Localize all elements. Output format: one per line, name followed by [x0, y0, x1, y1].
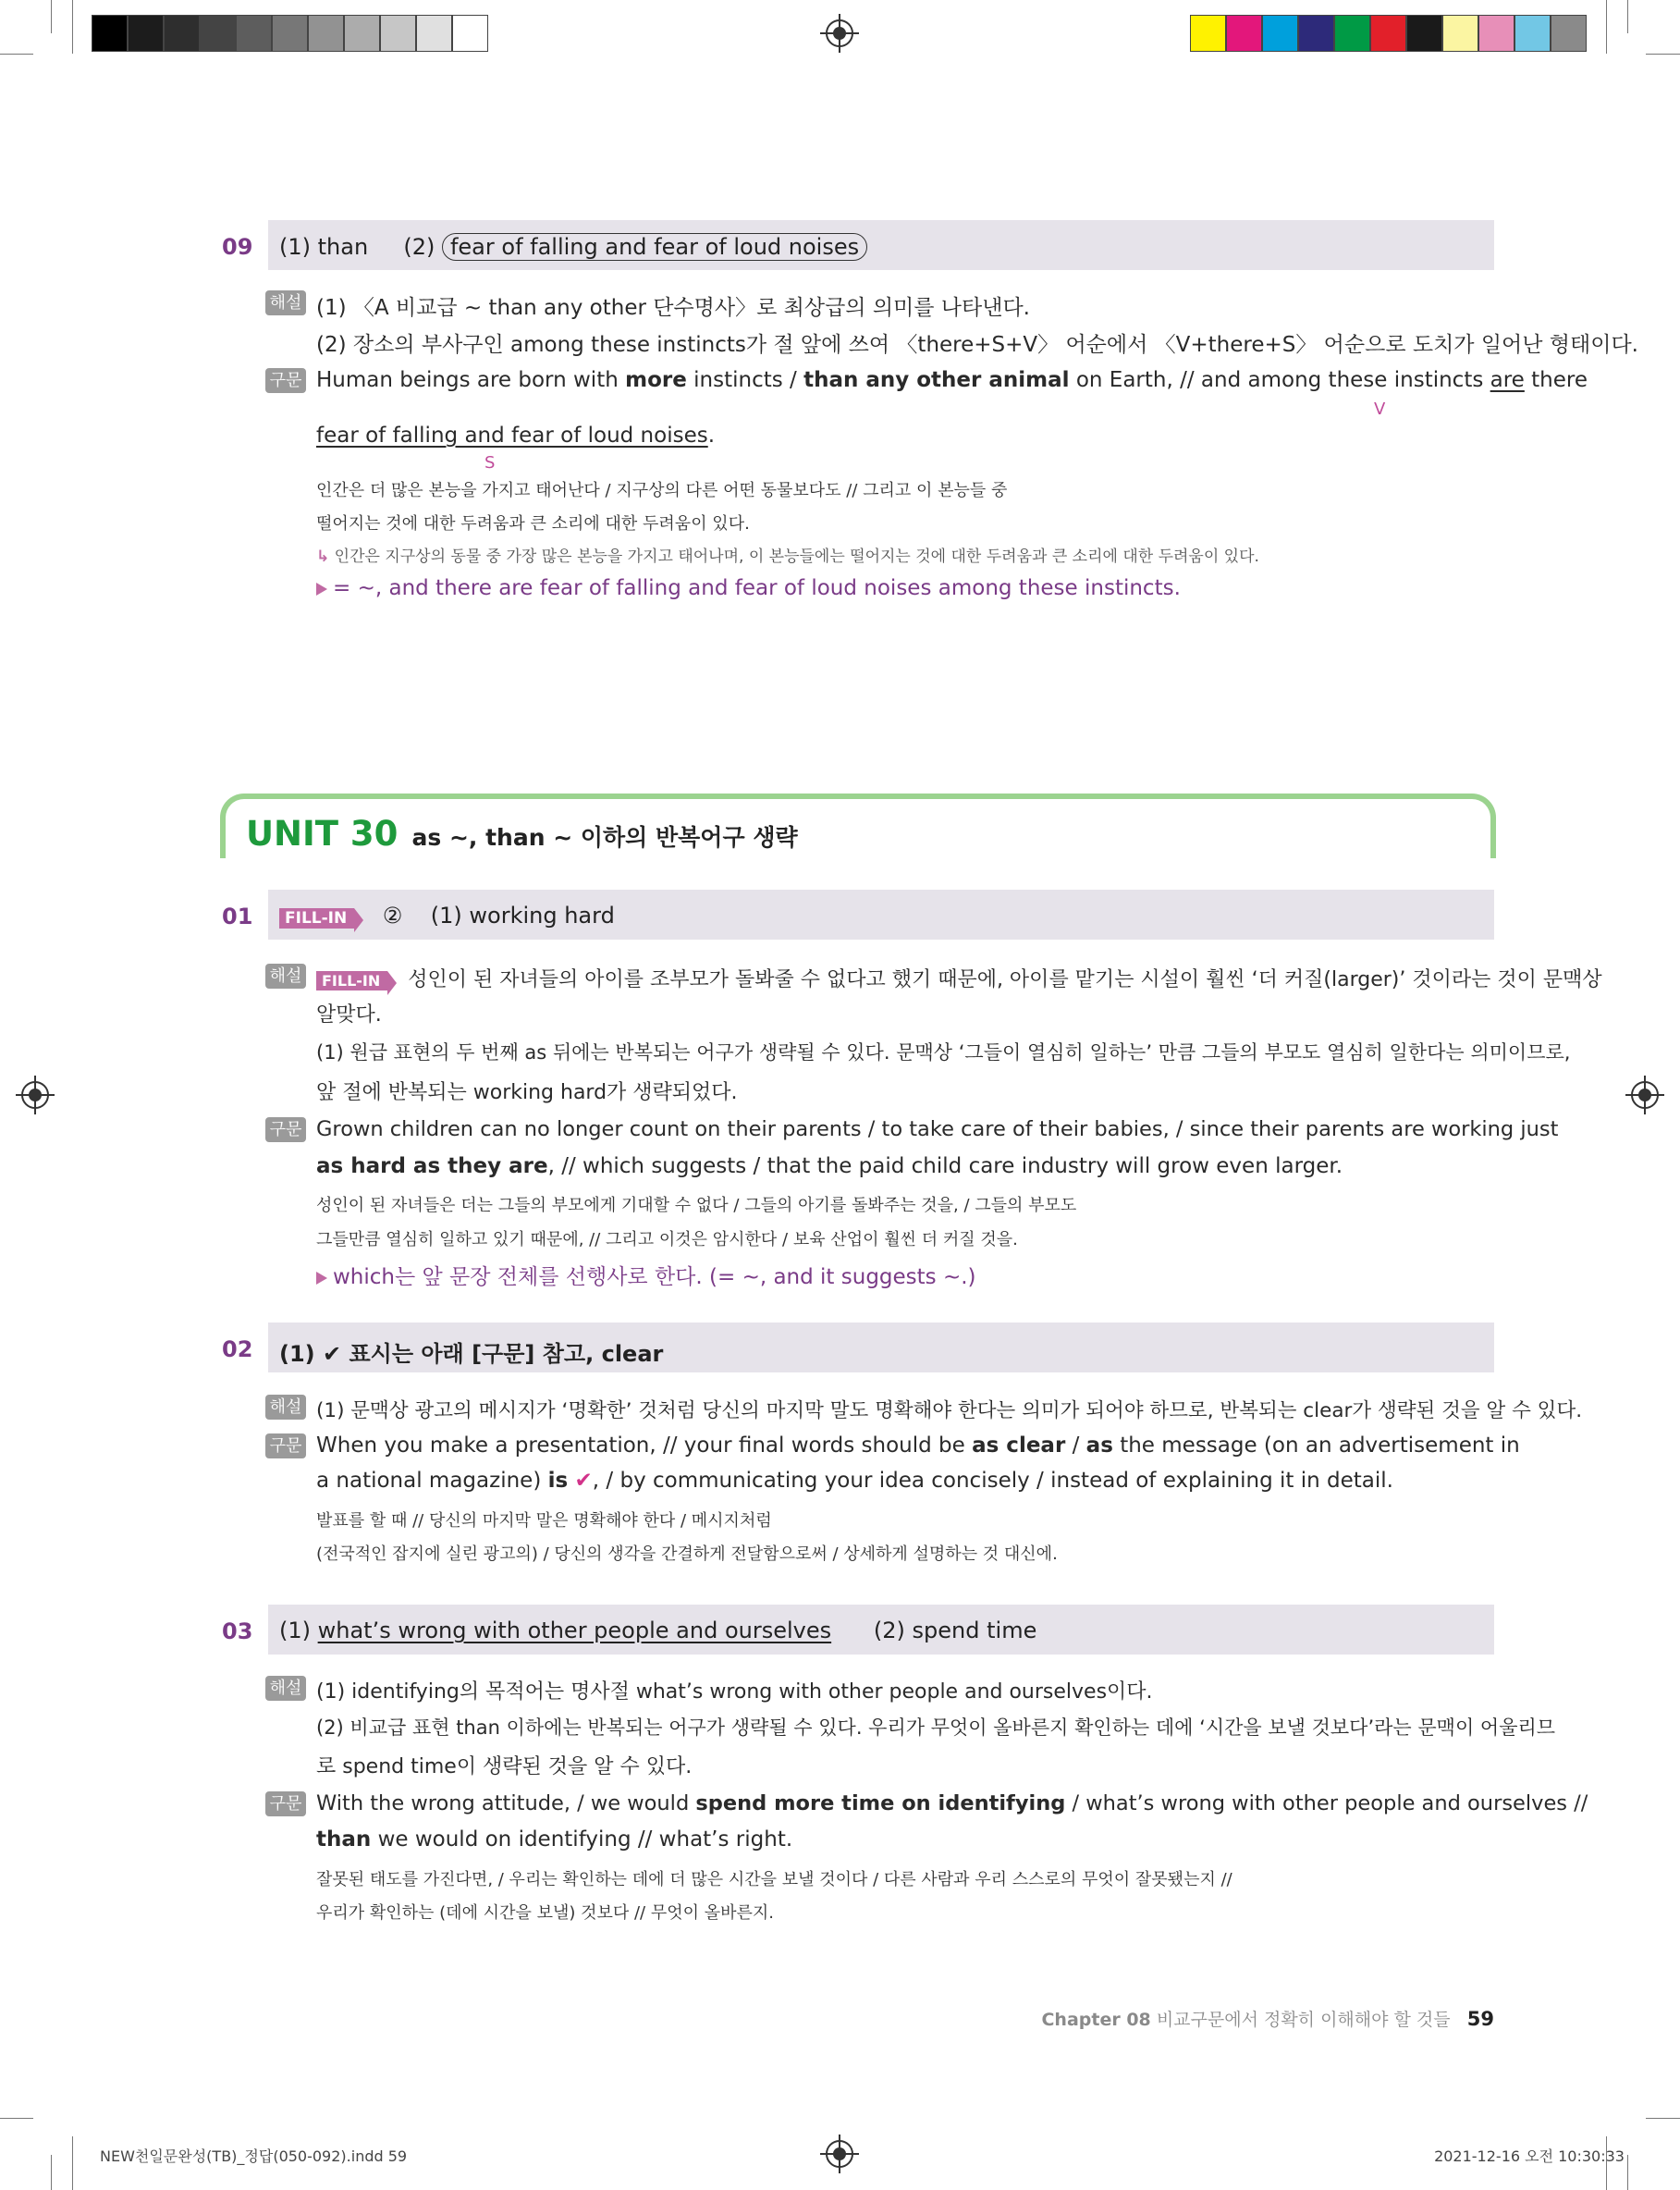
unit-title: as ~, than ~ 이하의 반복어구 생략 [411, 824, 798, 851]
explanation-tag: 해설 [265, 290, 306, 315]
color-swatch [92, 15, 128, 52]
syntax-sentence: With the wrong attitude, / we would spend more time on identifying / what’s wrong with other people and ourselves // [316, 1791, 1588, 1815]
registration-mark-bottom [826, 2140, 853, 2168]
page-footer [1041, 2006, 1494, 2031]
registration-mark-top [826, 19, 853, 47]
answer-text [279, 233, 867, 261]
subject-marker: S [484, 453, 496, 473]
syntax-sentence: Grown children can no longer count on their parents / to take care of their babies, / since their parents are working just [316, 1117, 1559, 1141]
color-swatch [164, 15, 200, 52]
explanation-line: (2) 비교급 표현 than 이하에는 반복되는 어구가 생략될 수 있다. 우리가 무엇이 올바른지 확인하는 데에 ‘시간을 보낼 것보다’라는 문맥이 어울리므 [316, 1716, 1556, 1739]
color-swatch [416, 15, 452, 52]
explanation-line: (2) 장소의 부사구인 among these instincts가 절 앞에 쓰여 〈there+S+V〉 어순에서 〈V+there+S〉 어순으로 도치가 일어난 형태이다. [316, 333, 1638, 357]
syntax-sentence: a national magazine) is ✔, / by communicating your idea concisely / instead of explaining it in detail. [316, 1469, 1393, 1493]
answer-2-prefix: (2) [403, 234, 435, 260]
answer-2: (2) spend time [873, 1618, 1037, 1643]
color-swatch [1190, 15, 1226, 52]
color-swatch [1442, 15, 1478, 52]
syntax-sentence: When you make a presentation, // your final words should be as clear / as the message (on an advertisement in [316, 1433, 1520, 1458]
unit-header [246, 814, 798, 854]
question-number: 09 [222, 234, 253, 260]
color-swatch [1262, 15, 1298, 52]
color-swatch [200, 15, 236, 52]
korean-translation: 발표를 할 때 // 당신의 마지막 말은 명확해야 한다 / 메시지처럼 [316, 1511, 772, 1531]
explanation-line: FILL-IN 성인이 된 자녀들의 아이를 조부모가 돌봐줄 수 없다고 했기 때문에, 아이를 맡기는 시설이 훨씬 ‘더 커질(larger)’ 것이라는 것이 문맥상 [316, 964, 1602, 992]
color-swatch [1514, 15, 1551, 52]
explanation-line: (1) 원급 표현의 두 번째 as 뒤에는 반복되는 어구가 생략될 수 있다. 문맥상 ‘그들이 열심히 일하는’ 만큼 그들의 부모도 열심히 일한다는 의미이므로, [316, 1041, 1571, 1064]
explanation-tag: 해설 [265, 964, 306, 989]
color-swatch [236, 15, 272, 52]
answer-text: (1) what’s wrong with other people and ourselves (2) spend time [279, 1618, 1037, 1643]
color-swatch [344, 15, 380, 52]
answer-2-circled: fear of falling and fear of loud noises [442, 233, 867, 261]
color-swatch [1226, 15, 1262, 52]
answer-text [279, 903, 615, 929]
registration-mark-left [21, 1081, 49, 1109]
color-swatch [128, 15, 164, 52]
answer-text: (1) ✔ 표시는 아래 [구문] 참고, clear [279, 1341, 664, 1367]
color-swatch [1370, 15, 1406, 52]
explanation-tag: 해설 [265, 1676, 306, 1701]
korean-translation: (전국적인 잡지에 실린 광고의) / 당신의 생각을 간결하게 전달함으로써 / 상세하게 설명하는 것 대신에. [316, 1544, 1058, 1564]
color-swatch [1298, 15, 1334, 52]
arrow-icon: ↳ [316, 548, 330, 566]
color-swatch [1334, 15, 1370, 52]
fill-in-badge: FILL-IN [279, 908, 354, 929]
unit-label: UNIT 30 [246, 814, 399, 854]
verb-marker: V [1374, 400, 1386, 419]
korean-translation: 잘못된 태도를 가진다면, / 우리는 확인하는 데에 더 많은 시간을 보낼 것이다 / 다른 사람과 우리 스스로의 무엇이 잘못됐는지 // [316, 1870, 1232, 1889]
note-line: = ~, and there are fear of falling and fear of loud noises among these instincts. [316, 576, 1181, 600]
chapter-title: 비교구문에서 정확히 이해해야 할 것들 [1156, 2010, 1451, 2030]
page-number: 59 [1466, 2008, 1494, 2030]
explanation-tag: 해설 [265, 1395, 306, 1420]
color-swatch [1478, 15, 1514, 52]
color-swatch [380, 15, 416, 52]
check-mark-icon: ✔ [574, 1469, 593, 1493]
syntax-sentence: fear of falling and fear of loud noises. [316, 424, 716, 448]
explanation-line: (1) identifying의 목적어는 명사절 what’s wrong with other people and ourselves이다. [316, 1680, 1153, 1704]
slug-file: NEW천일문완성(TB)_정답(050-092).indd 59 [100, 2147, 408, 2165]
korean-translation: 그들만큼 열심히 일하고 있기 때문에, // 그리고 이것은 암시한다 / 보육 산업이 훨씬 더 커질 것을. [316, 1230, 1018, 1249]
color-swatch [272, 15, 308, 52]
note-line: which는 앞 문장 전체를 선행사로 한다. (= ~, and it suggests ~.) [316, 1260, 976, 1290]
answer-1: (1) than [279, 234, 369, 260]
syntax-tag: 구문 [265, 1791, 306, 1816]
question-number: 01 [222, 904, 253, 929]
answer-choice: ② [382, 903, 403, 929]
explanation-line: 알맞다. [316, 1003, 382, 1027]
triangle-bullet-icon [316, 1272, 327, 1285]
question-number: 02 [222, 1336, 253, 1362]
explanation-line: 로 spend time이 생략된 것을 알 수 있다. [316, 1755, 693, 1778]
syntax-sentence: Human beings are born with more instincts / than any other animal on Earth, // and among these instincts are there [316, 368, 1588, 392]
color-swatch [1551, 15, 1587, 52]
korean-translation: 떨어지는 것에 대한 두려움과 큰 소리에 대한 두려움이 있다. [316, 514, 750, 534]
answer-1: (1) working hard [430, 903, 615, 929]
explanation-line: 앞 절에 반복되는 working hard가 생략되었다. [316, 1081, 738, 1104]
explanation-line: (1) 문맥상 광고의 메시지가 ‘명확한’ 것처럼 당신의 마지막 말도 명확해야 한다는 의미가 되어야 하므로, 반복되는 clear가 생략된 것을 알 수 있다. [316, 1399, 1583, 1422]
question-number: 03 [222, 1618, 253, 1644]
color-swatch [452, 15, 488, 52]
korean-translation: 우리가 확인하는 (데에 시간을 보낼) 것보다 // 무엇이 올바른지. [316, 1903, 774, 1923]
chapter-label: Chapter 08 [1041, 2010, 1151, 2030]
triangle-bullet-icon [316, 583, 327, 596]
syntax-tag: 구문 [265, 368, 306, 393]
slug-date: 2021-12-16 오전 10:30:33 [1434, 2147, 1625, 2165]
color-swatch [1406, 15, 1442, 52]
syntax-tag: 구문 [265, 1433, 306, 1458]
syntax-sentence: as hard as they are, // which suggests / that the paid child care industry will grow even larger. [316, 1154, 1343, 1178]
korean-translation: 성인이 된 자녀들은 더는 그들의 부모에게 기대할 수 없다 / 그들의 아기를 돌봐주는 것을, / 그들의 부모도 [316, 1196, 1077, 1215]
color-swatch [308, 15, 344, 52]
registration-mark-right [1631, 1081, 1659, 1109]
answer-1-underlined: what’s wrong with other people and ourselves [317, 1618, 832, 1643]
korean-translation: 인간은 더 많은 본능을 가지고 태어난다 / 지구상의 다른 어떤 동물보다도 // 그리고 이 본능들 중 [316, 481, 1008, 500]
explanation-line: (1) 〈A 비교급 ~ than any other 단수명사〉로 최상급의 의미를 나타낸다. [316, 296, 1030, 320]
korean-summary: ↳ 인간은 지구상의 동물 중 가장 많은 본능을 가지고 태어나며, 이 본능들에는 떨어지는 것에 대한 두려움과 큰 소리에 대한 두려움이 있다. [316, 548, 1259, 566]
syntax-tag: 구문 [265, 1117, 306, 1142]
syntax-sentence: than we would on identifying // what’s right. [316, 1827, 793, 1852]
